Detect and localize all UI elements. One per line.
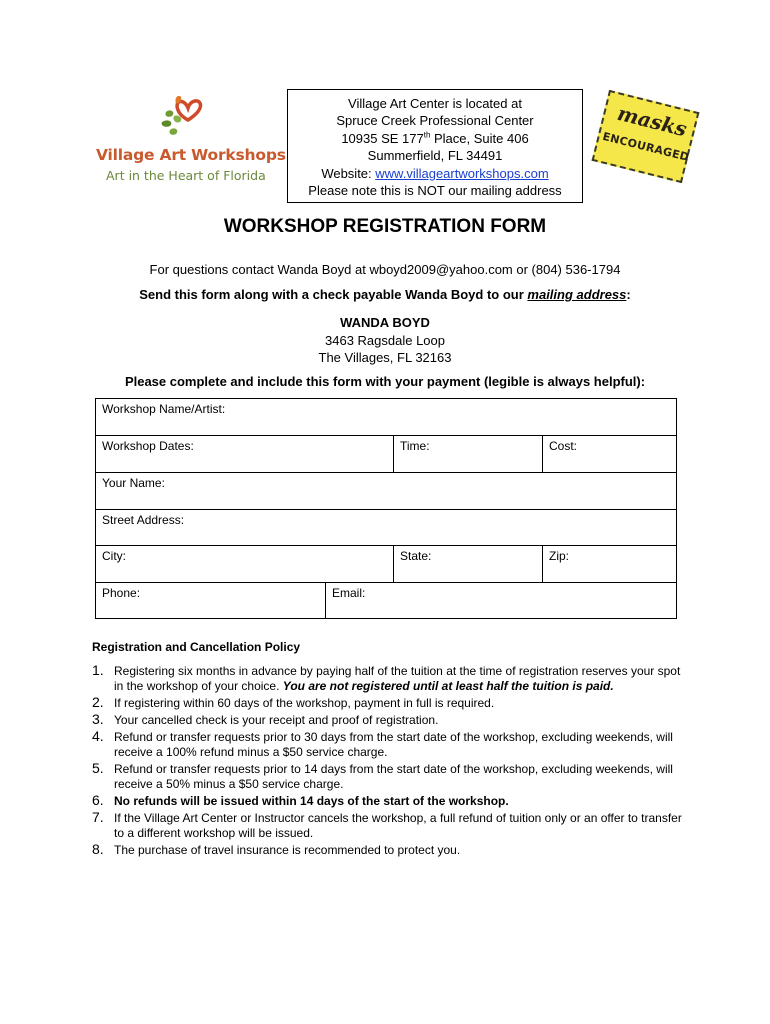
state-field[interactable]: State: — [393, 546, 542, 582]
logo-tagline: Art in the Heart of Florida — [106, 168, 266, 183]
mailing-street: 3463 Ragsdale Loop — [325, 332, 445, 348]
page-title: WORKSHOP REGISTRATION FORM — [223, 216, 547, 237]
policy-item: 2. If registering within 60 days of the workshop, payment in full is required. — [92, 694, 495, 710]
sticker-word-masks: masks — [615, 100, 690, 142]
mailing-address — [0, 314, 770, 367]
policy-item: 8. The purchase of travel insurance is recommended to protect you. — [92, 841, 461, 857]
street-address-field[interactable]: Street Address: — [102, 513, 185, 527]
flower-heart-icon — [158, 94, 206, 138]
masks-encouraged-sticker — [592, 90, 700, 183]
policy-item: 1. Registering six months in advance by paying half of the tuition at the time of registration reserves your spot in the workshop of your choice. You are not registered until at least half the tuition is paid. — [92, 662, 681, 693]
policy-heading: Registration and Cancellation Policy — [92, 640, 301, 654]
policy-item: 6. No refunds will be issued within 14 days of the start of the workshop. — [92, 792, 509, 808]
mailing-name: WANDA BOYD — [340, 315, 430, 330]
website-link[interactable]: www.villageartworkshops.com — [375, 165, 549, 181]
location-line: 10935 SE 177th Place, Suite 406 — [341, 130, 529, 146]
logo-name: Village Art Workshops — [96, 146, 286, 164]
policy-item: 3. Your cancelled check is your receipt and proof of registration. — [92, 711, 439, 727]
mailing-city: The Villages, FL 32163 — [318, 350, 452, 365]
policy-item: 5. Refund or transfer requests prior to 14 days from the start date of the workshop, excluding weekends, will receive a 50% minus a $50 service charge. — [92, 760, 673, 791]
form-row-phone — [96, 583, 676, 618]
cost-field[interactable]: Cost: — [542, 436, 676, 472]
logo — [96, 94, 286, 188]
workshop-name-field[interactable]: Workshop Name/Artist: — [102, 402, 226, 416]
workshop-dates-field[interactable]: Workshop Dates: — [102, 439, 194, 453]
policy-list — [92, 664, 692, 860]
phone-field[interactable]: Phone: — [102, 586, 141, 600]
send-instructions: Send this form along with a check payable Wanda Boyd to our mailing address: — [139, 287, 631, 302]
complete-instructions: Please complete and include this form with your payment (legible is always helpful): — [124, 374, 646, 389]
city-field[interactable]: City: — [102, 549, 126, 563]
form-row-street — [96, 510, 676, 546]
location-box — [287, 89, 583, 203]
form-row-name — [96, 473, 676, 510]
location-line: Summerfield, FL 34491 — [367, 148, 503, 164]
form-row-dates — [96, 436, 676, 473]
location-line: Spruce Creek Professional Center — [336, 113, 534, 129]
sticker-word-encouraged: ENCOURAGED — [601, 129, 691, 164]
zip-field[interactable]: Zip: — [542, 546, 676, 582]
registration-form — [95, 398, 677, 619]
mailing-address-link: mailing address — [527, 287, 627, 302]
website-line: Website: www.villageartworkshops.com — [321, 165, 549, 181]
time-field[interactable]: Time: — [393, 436, 542, 472]
form-row-workshop-name — [96, 399, 676, 436]
email-field[interactable]: Email: — [325, 583, 676, 618]
contact-line: For questions contact Wanda Boyd at wboyd2009@yahoo.com or (804) 536-1794 — [149, 262, 621, 277]
policy-item: 7. If the Village Art Center or Instructor cancels the workshop, a full refund of tuition only or an offer to transfer to a different workshop will be issued. — [92, 809, 682, 840]
your-name-field[interactable]: Your Name: — [102, 476, 165, 490]
address-note: Please note this is NOT our mailing address — [308, 183, 562, 199]
form-row-city — [96, 546, 676, 583]
policy-item: 4. Refund or transfer requests prior to 30 days from the start date of the workshop, excluding weekends, will receive a 100% refund minus a $50 service charge. — [92, 728, 673, 759]
location-line: Village Art Center is located at — [348, 96, 522, 111]
